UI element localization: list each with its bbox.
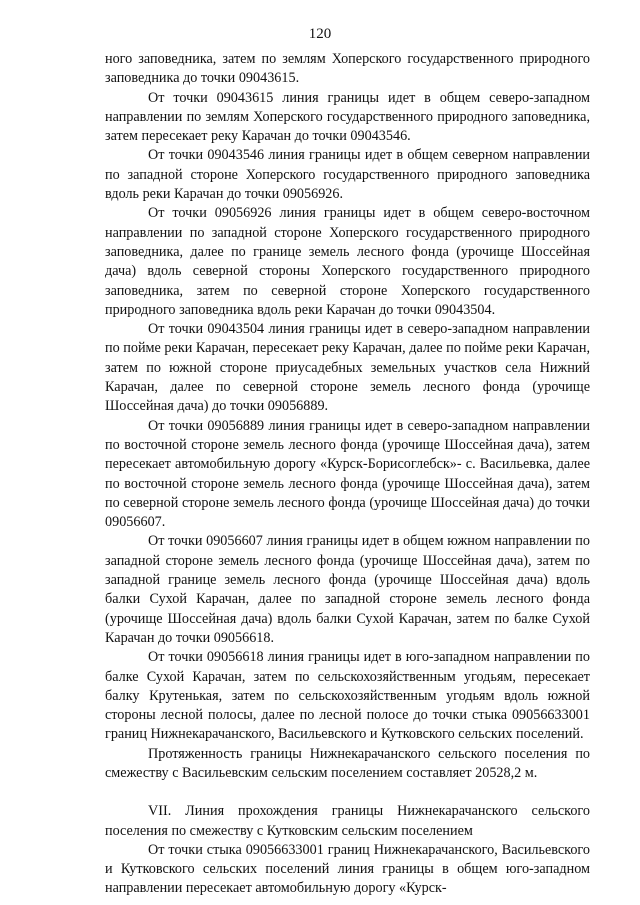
- paragraph-boundary-length: Протяженность границы Нижнекарачанского сельского поселения по смежеству с Васильевским сельским поселением составляет 20528,2 м.: [105, 745, 590, 781]
- paragraph-point-09043546: От точки 09043546 линия границы идет в общем северном направлении по западной стороне Хоперского государственного природного заповедника вдоль реки Карачан до точки 09056926.: [105, 147, 590, 203]
- section-paragraph: От точки стыка 09056633001 границ Нижнекарачанского, Васильевского и Кутковского сельских поселений линия границы в общем юго-западном направлении пересекает автомобильную дорогу «Курск-: [105, 841, 590, 897]
- paragraph-point-09056607: От точки 09056607 линия границы идет в общем южном направлении по западной стороне земель лесного фонда (урочище Шоссейная дача), затем по западной границе земель лесного фонда (урочище Шоссейная дача) вдоль балки Сухой Карачан, далее по западной стороне земель лесного фонда (урочище Шоссейная дача) вдоль балки Сухой Карачан, затем по балке Сухой Карачан до точки 09056618.: [105, 533, 590, 646]
- paragraph-point-09043615: От точки 09043615 линия границы идет в общем северо-западном направлении по землям Хоперского государственного природного заповедника, затем пересекает реку Карачан до точки 09043546.: [105, 89, 590, 145]
- paragraph-continuation: ного заповедника, затем по землям Хоперского государственного природного заповедника до точки 09043615.: [105, 51, 590, 87]
- document-body: [105, 50, 590, 899]
- paragraph-point-09043504: От точки 09043504 линия границы идет в северо-западном направлении по пойме реки Карачан, пересекает реку Карачан, далее по пойме реки Карачан, затем по южной стороне приусадебных земельных участков села Нижний Карачан, далее по северной стороне земель лесного фонда (урочище Шоссейная дача) до точки 09056889.: [105, 321, 590, 415]
- page-number: 120: [308, 26, 332, 42]
- paragraph-point-09056618: От точки 09056618 линия границы идет в юго-западном направлении по балке Сухой Карачан, затем по сельскохозяйственным угодьям, пересекает балку Крутенькая, затем по сельскохозяйственным угодьям вдоль южной стороны лесной полосы, далее по лесной полосе до точки стыка 09056633001 границ Нижнекарачанского, Васильевского и Кутковского сельских поселений.: [105, 649, 590, 743]
- paragraph-point-09056889: От точки 09056889 линия границы идет в северо-западном направлении по восточной стороне земель лесного фонда (урочище Шоссейная дача), затем пересекает автомобильную дорогу «Курск-Борисоглебск»- с. Васильевка, далее по восточной стороне земель лесного фонда (урочище Шоссейная дача), затем по северной стороне земель лесного фонда (урочище Шоссейная дача) до точки 09056607.: [105, 417, 590, 531]
- section-heading: VII. Линия прохождения границы Нижнекарачанского сельского поселения по смежеству с Кутковским сельским поселением: [105, 803, 590, 839]
- paragraph-point-09056926: От точки 09056926 линия границы идет в общем северо-восточном направлении по западной стороне Хоперского государственного природного заповедника, далее по границе земель лесного фонда (урочище Шоссейная дача) вдоль северной стороны Хоперского государственного природного заповедника, затем по северной стороне Хоперского государственного природного заповедника вдоль реки Карачан до точки 09043504.: [105, 205, 590, 318]
